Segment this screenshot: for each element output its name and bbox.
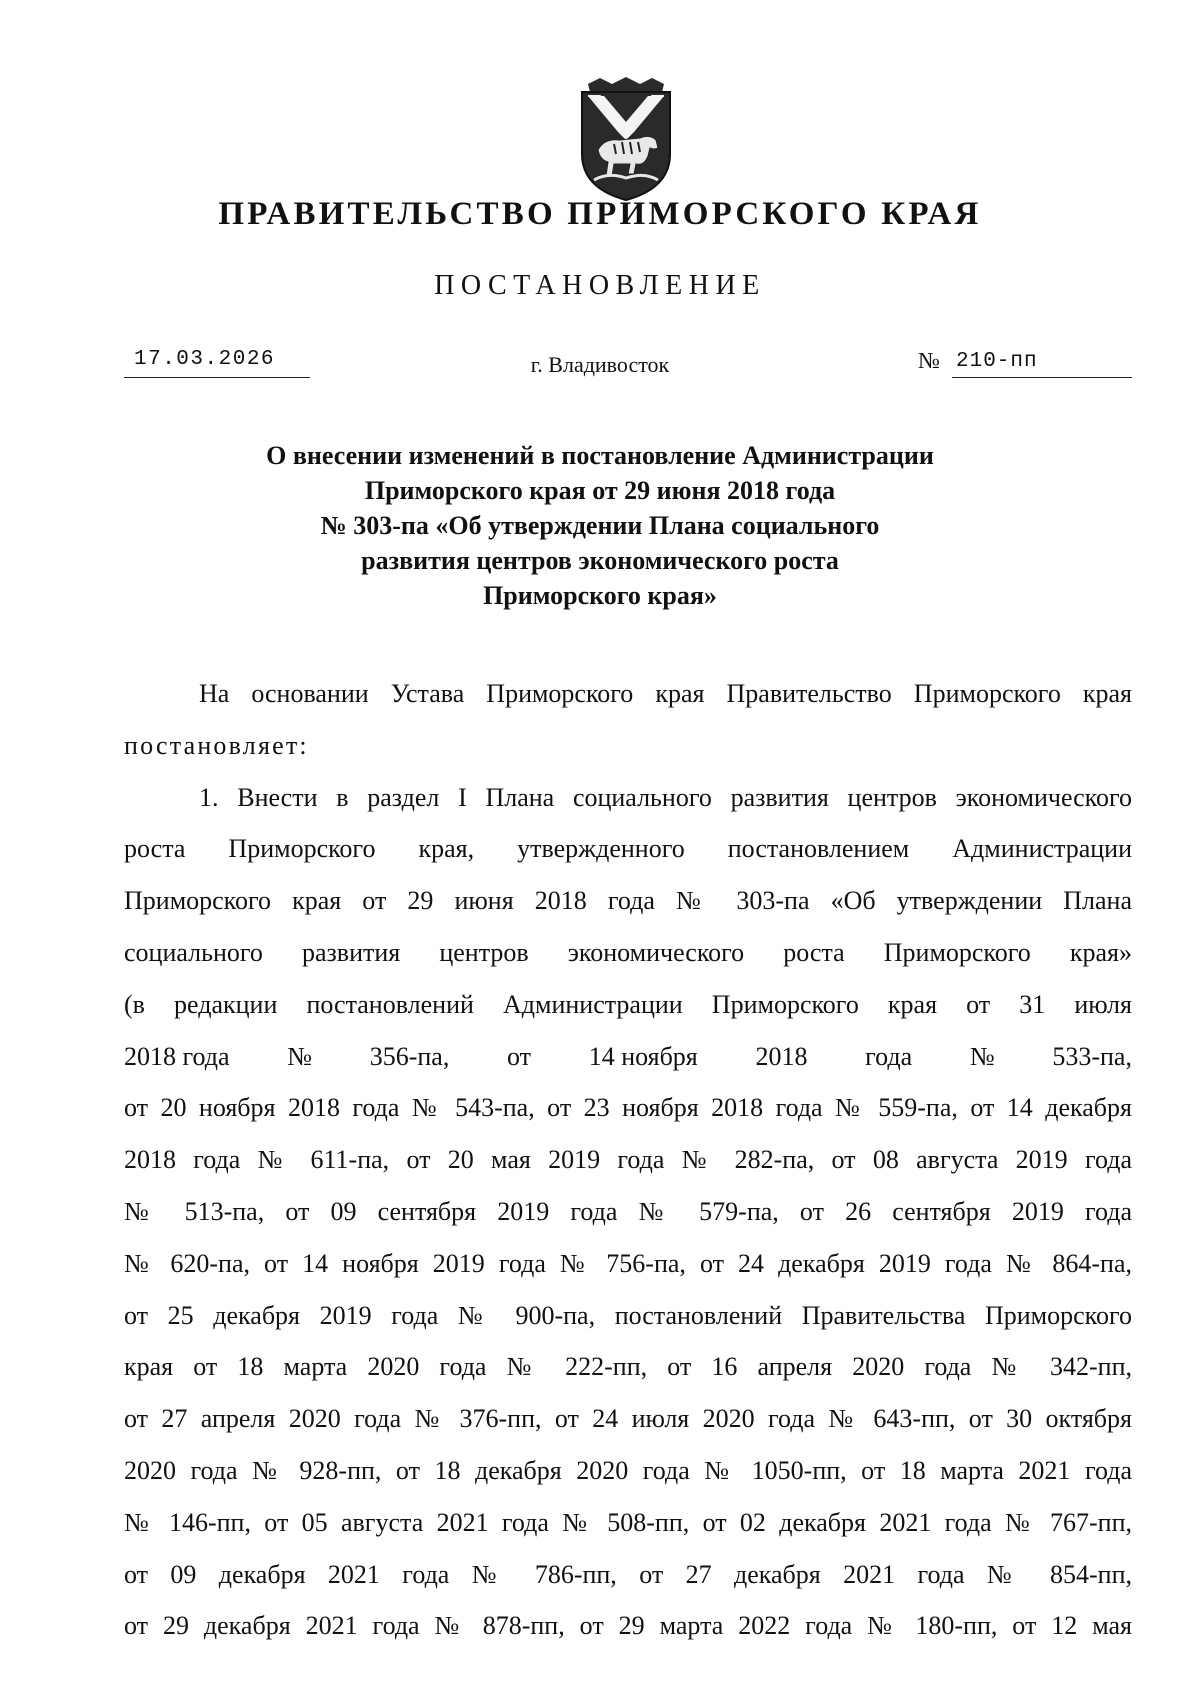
body-line: Приморского края от 29 июня 2018 года № 303-па «Об утверждении Плана [124, 886, 1132, 916]
body-line: от 25 декабря 2019 года № 900-па, постановлений Правительства Приморского [124, 1300, 1132, 1330]
document-date: 17.03.2026 [124, 348, 310, 378]
coat-of-arms-icon [574, 76, 678, 202]
body-line: № 146-пп, от 05 августа 2021 года № 508-пп, от 02 декабря 2021 года № 767-пп, [124, 1507, 1132, 1537]
word: № [287, 1041, 313, 1071]
number-sign: № [918, 348, 940, 373]
subject-line: Приморского края от 29 июня 2018 года [364, 476, 836, 505]
document-body [124, 668, 1132, 1652]
word: 2018 [755, 1041, 808, 1071]
word: № [969, 1041, 995, 1071]
preamble-paragraph [124, 668, 1132, 772]
document-city: г. Владивосток [530, 352, 670, 377]
body-line-spaced [124, 1031, 1132, 1083]
body-line: (в редакции постановлений Администрации Приморского края от 31 июля [124, 989, 1132, 1019]
body-line: 2018 года № 611-па, от 20 мая 2019 года № 282-па, от 08 августа 2019 года [124, 1145, 1132, 1175]
body-line: 1. Внести в раздел I Плана социального развития центров экономического [199, 782, 1132, 812]
date-number-line [0, 348, 1200, 384]
word: года [865, 1041, 913, 1071]
word: 14 ноября [588, 1041, 698, 1071]
body-line: края от 18 марта 2020 года № 222-пп, от 16 апреля 2020 года № 342-пп, [124, 1352, 1132, 1382]
subject-line: № 303-па «Об утверждении Плана социального [320, 511, 880, 540]
document-subject [200, 438, 1000, 613]
organization-title: ПРАВИТЕЛЬСТВО ПРИМОРСКОГО КРАЯ [218, 196, 982, 232]
word: 533-па, [1052, 1041, 1132, 1071]
subject-line: Приморского края» [483, 581, 717, 610]
body-line: № 620-па, от 14 ноября 2019 года № 756-па, от 24 декабря 2019 года № 864-па, [124, 1248, 1132, 1278]
document-number: 210-пп [952, 350, 1132, 378]
word: от [507, 1041, 532, 1071]
body-line: На основании Устава Приморского края Правительство Приморского края [199, 679, 1132, 708]
document-number-field [918, 348, 1132, 378]
body-line: № 513-па, от 09 сентября 2019 года № 579-па, от 26 сентября 2019 года [124, 1196, 1132, 1226]
body-line: от 20 ноября 2018 года № 543-па, от 23 ноября 2018 года № 559-па, от 14 декабря [124, 1093, 1132, 1123]
subject-line: О внесении изменений в постановление Администрации [266, 441, 934, 470]
word: 356-па, [369, 1041, 450, 1071]
body-line: постановляет: [124, 730, 309, 760]
body-line: 2020 года № 928-пп, от 18 декабря 2020 года № 1050-пп, от 18 марта 2021 года [124, 1455, 1132, 1485]
body-line: от 09 декабря 2021 года № 786-пп, от 27 декабря 2021 года № 854-пп, [124, 1559, 1132, 1589]
body-line: роста Приморского края, утвержденного постановлением Администрации [124, 834, 1132, 864]
subject-line: развития центров экономического роста [361, 546, 839, 575]
body-line: от 29 декабря 2021 года № 878-пп, от 29 марта 2022 года № 180-пп, от 12 мая [124, 1611, 1132, 1641]
item-1-paragraph [124, 772, 1132, 1653]
body-line: от 27 апреля 2020 года № 376-пп, от 24 июля 2020 года № 643-пп, от 30 октября [124, 1404, 1132, 1434]
document-type: ПОСТАНОВЛЕНИЕ [434, 270, 766, 301]
word: 2018 года [124, 1041, 230, 1071]
body-line: социального развития центров экономического роста Приморского края» [124, 937, 1132, 967]
